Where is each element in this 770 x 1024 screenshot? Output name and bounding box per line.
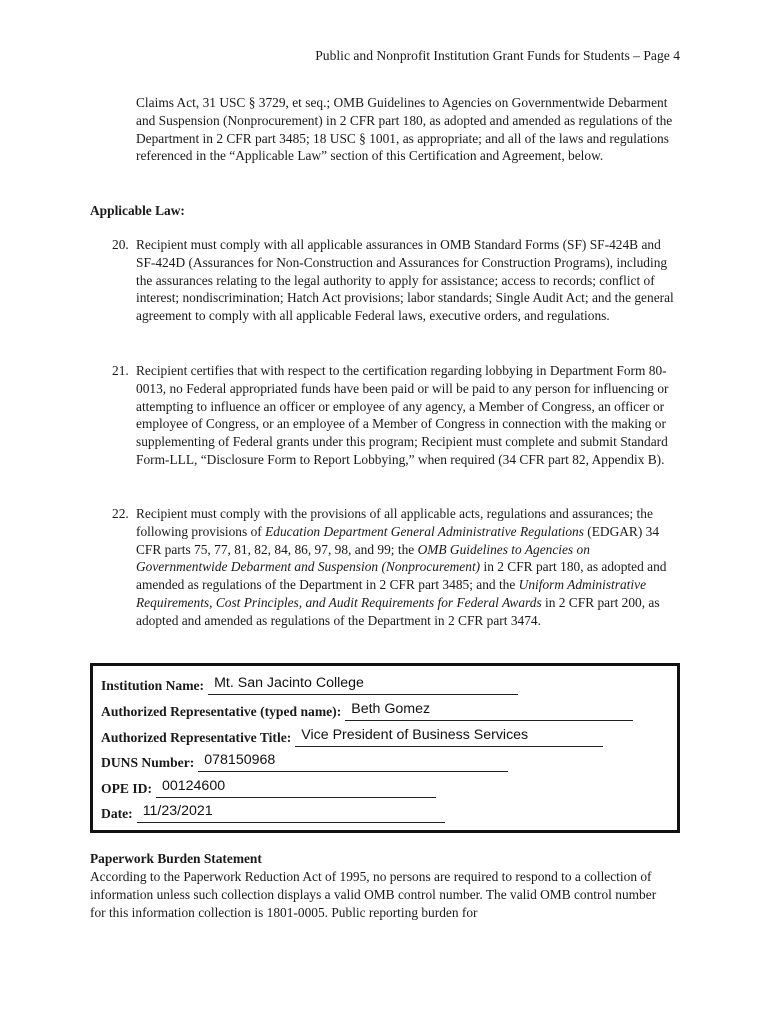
duns-row <box>101 749 508 772</box>
rep-title-label: Authorized Representative Title: <box>101 730 292 746</box>
duns-field[interactable] <box>198 749 508 772</box>
item-text-part: (EDGAR) 34 CFR parts 75, 77, 81, 82, 84, 86, 97, 98, and 99; the <box>136 523 660 557</box>
applicable-law-heading: Applicable Law: <box>90 203 185 218</box>
paperwork-heading: Paperwork Burden Statement <box>90 851 262 866</box>
list-item <box>112 236 678 325</box>
item-text-part: Recipient must comply with the provisions of all applicable acts, regulations and assurances; the following provisions of <box>136 506 653 539</box>
institution-label: Institution Name: <box>101 678 205 694</box>
omb-guidelines-title: OMB Guidelines to Agencies on Governmentwide Debarment and Suspension (Nonprocurement) <box>136 541 590 575</box>
date-field[interactable] <box>137 800 445 823</box>
paperwork-paragraph: According to the Paperwork Reduction Act of 1995, no persons are required to respond to a collection of information unless such collection displays a valid OMB control number. The valid OMB control number for this information collection is 1801-0005. Public reporting burden for <box>90 869 657 920</box>
list-item <box>112 362 678 469</box>
ope-row <box>101 775 436 798</box>
item-text: Recipient must comply with all applicable assurances in OMB Standard Forms (SF) SF-424B and SF-424D (Assurances for Non-Construction and Assurances for Construction Programs), including the assurances relating to the legal authority to apply for assistance; access to records; conflict of interest; nondiscrimination; Hatch Act provisions; labor standards; Single Audit Act; and the general agreement to comply with all applicable Federal laws, executive orders, and regulations. <box>136 237 674 324</box>
ope-value: 00124600 <box>161 778 226 795</box>
item-number: 22. <box>112 506 129 521</box>
date-value: 11/23/2021 <box>142 803 213 820</box>
item-text <box>136 505 678 630</box>
rep-name-row <box>101 698 633 721</box>
rep-title-field[interactable] <box>295 724 603 747</box>
date-row <box>101 800 445 823</box>
rep-title-row <box>101 724 603 747</box>
certification-form <box>90 663 680 833</box>
duns-label: DUNS Number: <box>101 755 195 771</box>
duns-value: 078150968 <box>204 752 276 769</box>
item-number: 21. <box>112 363 129 378</box>
institution-value: Mt. San Jacinto College <box>214 675 364 692</box>
item-text: Recipient certifies that with respect to the certification regarding lobbying in Department Form 80-0013, no Federal appropriated funds have been paid or will be paid to any person for influencing or attempting to influence an officer or employee of any agency, a Member of Congress, an officer or employee of Congress, or an employee of a Member of Congress in connection with the making or supplementing of Federal grants under this program; Recipient must complete and submit Standard Form-LLL, “Disclosure Form to Report Lobbying,” when required (34 CFR part 82, Appendix B). <box>136 363 669 467</box>
item-text-part: in 2 CFR part 180, as adopted and amended as regulations of the Department in 2 CFR part 3485; and the <box>136 559 667 593</box>
rep-name-value: Beth Gomez <box>351 701 431 718</box>
rep-name-label: Authorized Representative (typed name): <box>101 704 342 720</box>
institution-row <box>101 672 518 695</box>
intro-paragraph: Claims Act, 31 USC § 3729, et seq.; OMB Guidelines to Agencies on Governmentwide Debarment and Suspension (Nonprocurement) in 2 CFR part 180, as adopted and amended as regulations of the Department in 2 CFR part 3485; 18 USC § 1001, as appropriate; and all of the laws and regulations referenced in the “Applicable Law” section of this Certification and Agreement, below. <box>136 95 673 164</box>
ope-label: OPE ID: <box>101 781 152 797</box>
rep-name-field[interactable] <box>345 698 633 721</box>
uniform-requirements-title: Uniform Administrative Requirements, Cost Principles, and Audit Requirements for Federal Awards <box>136 577 647 610</box>
edgar-title: Education Department General Administrative Regulations <box>265 523 584 539</box>
rep-title-value: Vice President of Business Services <box>301 727 529 744</box>
list-item <box>112 505 678 630</box>
date-label: Date: <box>101 806 133 822</box>
item-number: 20. <box>112 237 129 252</box>
ope-field[interactable] <box>156 775 436 798</box>
institution-field[interactable] <box>208 672 518 695</box>
item-text-part: in 2 CFR part 200, as adopted and amended as regulations of the Department in 2 CFR part 3474. <box>136 594 660 628</box>
page-header: Public and Nonprofit Institution Grant Funds for Students – Page 4 <box>315 48 680 63</box>
